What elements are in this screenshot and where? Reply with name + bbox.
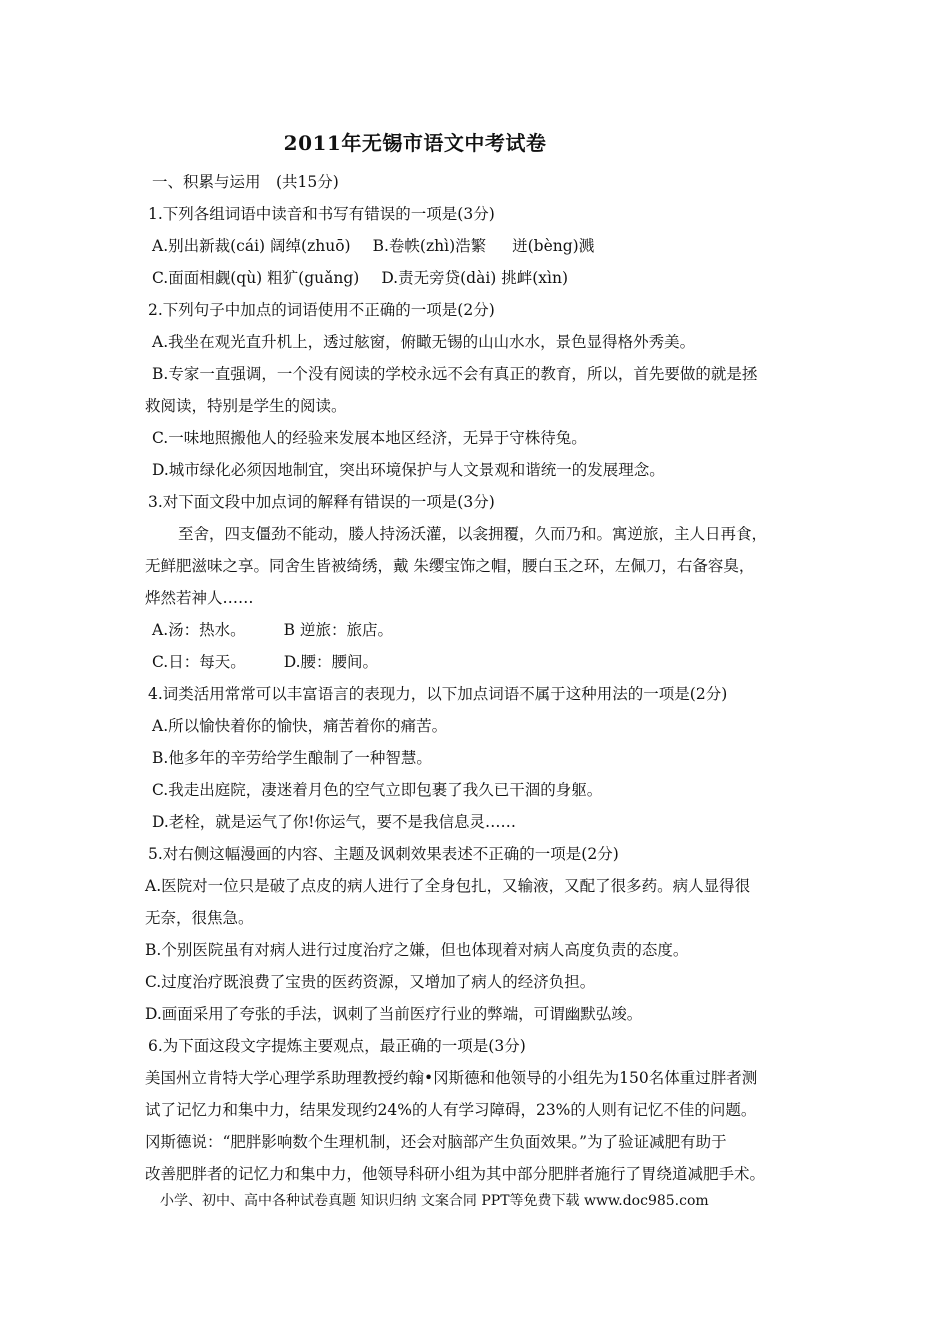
page-footer: 小学、初中、高中各种试卷真题 知识归纳 文案合同 PPT等免费下载 www.doc985.com	[160, 1193, 709, 1209]
q4-option-d: D.老栓，就是运气了你!你运气，要不是我信息灵……	[152, 813, 517, 831]
q2-option-a: A.我坐在观光直升机上，透过舷窗，俯瞰无锡的山山水水，景色显得格外秀美。	[152, 333, 696, 351]
q1-option-c: C.面面相觑(qù) 粗犷(guǎng)	[152, 269, 360, 287]
question-6-stem: 6.为下面这段文字提炼主要观点，最正确的一项是(3分)	[148, 1037, 526, 1055]
q5-option-b: B.个别医院虽有对病人进行过度治疗之嫌，但也体现着对病人高度负责的态度。	[145, 941, 689, 959]
q3-option-a: A.汤：热水。	[152, 621, 246, 639]
q3-passage-line1: 至舍，四支僵劲不能动，媵人持汤沃灌，以衾拥覆，久而乃和。寓逆旅，主人日再食，	[178, 525, 768, 543]
q3-option-c: C.日：每天。	[152, 653, 246, 671]
question-4-stem: 4.词类活用常常可以丰富语言的表现力，以下加点词语不属于这种用法的一项是(2分)	[148, 685, 728, 703]
question-2-stem: 2.下列句子中加点的词语使用不正确的一项是(2分)	[148, 301, 495, 319]
q5-option-d: D.画面采用了夸张的手法，讽刺了当前医疗行业的弊端，可谓幽默弘竣。	[145, 1005, 643, 1023]
q4-option-a: A.所以愉快着你的愉快，痛苦着你的痛苦。	[152, 717, 448, 735]
question-1-options-cd	[145, 264, 815, 296]
q2-option-b-line2: 救阅读，特别是学生的阅读。	[145, 397, 347, 415]
q2-option-d: D.城市绿化必须因地制宜，突出环境保护与人文景观和谐统一的发展理念。	[152, 461, 665, 479]
q3-option-b: B 逆旅：旅店。	[283, 621, 393, 639]
page-title: 2011年无锡市语文中考试卷	[283, 131, 547, 155]
section-heading: 一、积累与运用 (共15分)	[152, 173, 339, 191]
q2-option-c: C.一味地照搬他人的经验来发展本地区经济，无异于守株待兔。	[152, 429, 587, 447]
q3-option-d: D.腰：腰间。	[283, 653, 379, 671]
q5-option-a-line1: A.医院对一位只是破了点皮的病人进行了全身包扎，又输液，又配了很多药。病人显得很	[145, 877, 751, 895]
q4-option-c: C.我走出庭院，凄迷着月色的空气立即包裹了我久已干涸的身躯。	[152, 781, 603, 799]
question-3-stem: 3.对下面文段中加点词的解释有错误的一项是(3分)	[148, 493, 495, 511]
q1-option-b: B.卷帙(zhì)浩繁	[372, 237, 487, 255]
question-3-options-cd	[145, 648, 815, 680]
q6-passage-line2: 试了记忆力和集中力，结果发现约24%的人有学习障碍，23%的人则有记忆不佳的问题。	[145, 1101, 757, 1119]
q3-passage-line2: 无鲜肥滋味之享。同舍生皆被绮绣，戴 朱缨宝饰之帽，腰白玉之环，左佩刀，右备容臭，	[145, 557, 755, 575]
q6-passage-line1: 美国州立肯特大学心理学系助理教授约翰•冈斯德和他领导的小组先为150名体重过胖者测	[145, 1069, 758, 1087]
question-3-options-ab	[145, 616, 815, 648]
q3-passage-line3: 烨然若神人……	[145, 589, 254, 607]
q4-option-b: B.他多年的辛劳给学生酿制了一种智慧。	[152, 749, 432, 767]
q6-passage-line3: 冈斯德说：“肥胖影响数个生理机制，还会对脑部产生负面效果。”为了验证减肥有助于	[145, 1133, 727, 1151]
question-1-stem: 1.下列各组词语中读音和书写有错误的一项是(3分)	[148, 205, 495, 223]
question-1-options-ab	[145, 232, 815, 264]
q1-option-a: A.别出新裁(cái) 阔绰(zhuō)	[152, 237, 351, 255]
q5-option-c: C.过度治疗既浪费了宝贵的医药资源，又增加了病人的经济负担。	[145, 973, 596, 991]
q5-option-a-line2: 无奈，很焦急。	[145, 909, 254, 927]
question-5-stem: 5.对右侧这幅漫画的内容、主题及讽刺效果表述不正确的一项是(2分)	[148, 845, 619, 863]
q1-option-d: D.责无旁贷(dài) 挑衅(xìn)	[381, 269, 569, 287]
q6-passage-line4: 改善肥胖者的记忆力和集中力，他领导科研小组为其中部分肥胖者施行了胃绕道减肥手术。	[145, 1165, 766, 1183]
q1-option-b-word: 迸(bèng)溅	[512, 237, 595, 255]
exam-body	[145, 168, 815, 1192]
q2-option-b-line1: B.专家一直强调，一个没有阅读的学校永远不会有真正的教育，所以，首先要做的就是拯	[152, 365, 758, 383]
